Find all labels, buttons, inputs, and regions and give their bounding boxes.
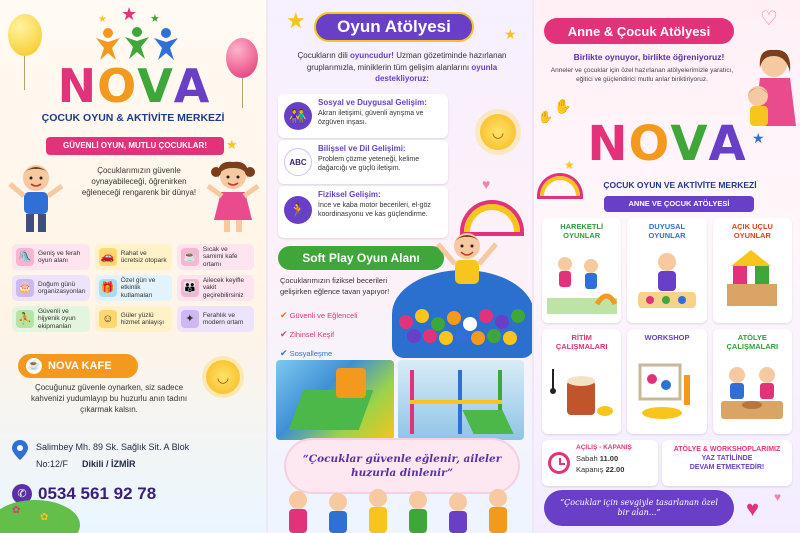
quote-cloud: “Çocuklar güvenle eğlenir, aileler huzurla dinlenir” bbox=[286, 440, 518, 492]
nova-logo-2: NOVA bbox=[587, 116, 747, 172]
sun-icon: ◡ bbox=[480, 114, 516, 150]
star-icon: ★ bbox=[121, 4, 138, 24]
panel-right bbox=[534, 0, 800, 533]
summer-box: ATÖLYE & WORKSHOPLARIMIZ YAZ TATİLİNDE DEVAM ETMEKTEDİR! bbox=[662, 440, 792, 486]
check-item: ✔ Zihinsel Keşif bbox=[280, 328, 335, 339]
feature-item: 🚗 Rahat ve ücretsiz otopark bbox=[95, 244, 172, 270]
feature-item: ☺ Güler yüzlü hizmet anlayışı bbox=[95, 306, 172, 332]
heart-icon: ♥ bbox=[774, 490, 782, 504]
boy-illustration bbox=[8, 160, 64, 236]
workshop-ribbon: ANNE VE ÇOCUK ATÖLYESİ bbox=[604, 196, 754, 212]
workshop-card: WORKSHOP bbox=[627, 329, 706, 434]
heart-icon: ♥ bbox=[746, 496, 760, 521]
cake-icon: 🎂 bbox=[16, 279, 34, 297]
star-icon: ★ bbox=[752, 130, 765, 146]
handprint-icon: ✋ bbox=[554, 98, 572, 114]
abc-icon: ABC bbox=[284, 148, 312, 176]
feature-item: ✦ Ferahlık ve modern ortam bbox=[177, 306, 254, 332]
rainbow-icon bbox=[540, 176, 580, 196]
check-icon: ✔ bbox=[280, 310, 288, 320]
star-icon: ★ bbox=[150, 13, 160, 25]
tagline-text: Anneler ve çocuklar için özel hazırlanan atölyelerimizle yaratıcı, eğitici ve güçlendirici mutlu anlar biriktiriyoruz. bbox=[550, 67, 734, 84]
workshop-intro: Çocukların dili oyuncudur! Uzman gözetiminde hazırlanan gruplarımızla, miniklerin tüm gelişim alanlarını oyunla destekliyoruz: bbox=[297, 51, 507, 84]
mother-child-title-pill: Anne & Çocuk Atölyesi bbox=[544, 18, 734, 44]
boy-jumping-illustration bbox=[432, 228, 502, 298]
feature-item: 👪 Ailecek keyifle vakit geçirebilirsiniz bbox=[177, 275, 254, 301]
cafe-text: Çocuğunuz güvenle oynarken, siz sadece kahvenizi yudumlayıp bu huzurlu anın tadını çıkarmak kalsın. bbox=[30, 383, 188, 415]
skill-card-physical: 🏃 Fiziksel Gelişim: İnce ve kaba motor becerileri, el-göz koordinasyonu ve kas güçlendirme. bbox=[278, 186, 448, 238]
sparkle-icon: ✦ bbox=[181, 310, 199, 328]
hours-box: AÇILIŞ - KAPANIŞ Sabah 11.00 Kapanış 22.00 bbox=[542, 440, 658, 486]
slide-icon: 🛝 bbox=[16, 248, 34, 266]
craft-kids-icon bbox=[717, 355, 787, 425]
workshop-grid bbox=[542, 218, 792, 434]
feature-item: 🎁 Özel gün ve etkinlik kutlamaları bbox=[95, 275, 172, 301]
feature-item: 🎂 Doğum günü organizasyonları bbox=[12, 275, 90, 301]
handprint-icon: ✋ bbox=[538, 110, 553, 124]
slogan-ribbon: GÜVENLİ OYUN, MUTLU ÇOCUKLAR! bbox=[46, 137, 224, 155]
address-line1: Salimbey Mh. 89 Sk. Sağlık Sit. A Blok bbox=[36, 442, 190, 452]
check-item: ✔ Güvenli ve Eğlenceli bbox=[280, 310, 358, 320]
clock-icon bbox=[548, 452, 570, 474]
coffee-icon: ☕ bbox=[181, 248, 199, 266]
feature-item: ☕ Sıcak ve samimi kafe ortamı bbox=[177, 244, 254, 270]
family-icon: 👪 bbox=[181, 279, 199, 297]
phone-number[interactable]: 0534 561 92 78 bbox=[38, 484, 157, 503]
softplay-photo-1 bbox=[276, 360, 394, 440]
star-smile-icon: ★ bbox=[286, 8, 306, 33]
intro-text: Çocuklarımızın güvenle oynayabileceği, öğrenirken eğleneceği rengarenk bir dünya! bbox=[81, 166, 197, 197]
star-icon: ★ bbox=[564, 158, 575, 172]
running-icon: 🏃 bbox=[284, 196, 312, 224]
address-line2: No:12/F bbox=[36, 459, 69, 469]
star-icon: ★ bbox=[226, 137, 238, 152]
painting-icon bbox=[632, 355, 702, 425]
heart-icon: ♥ bbox=[482, 176, 491, 192]
check-list bbox=[280, 306, 400, 363]
skill-card-social: 👫 Sosyal ve Duygusal Gelişim: Akran iletişimi, güvenli ayrışma ve özgüven inşası. bbox=[278, 94, 448, 138]
sensory-play-icon bbox=[632, 244, 702, 314]
smile-icon: ☺ bbox=[99, 310, 117, 328]
playground-icon: ⛹ bbox=[16, 310, 34, 328]
location-pin-icon bbox=[12, 440, 28, 460]
feature-item: 🛝 Geniş ve ferah oyun alanı bbox=[12, 244, 90, 270]
check-icon: ✔ bbox=[280, 347, 288, 358]
coffee-cup-icon: ☕ bbox=[26, 358, 42, 374]
workshop-card: ATÖLYE ÇALIŞMALARI bbox=[713, 329, 792, 434]
feature-item: ⛹ Güvenli ve hijyenik oyun ekipmanları bbox=[12, 306, 90, 332]
balloon-yellow-icon bbox=[8, 14, 42, 56]
flower-icon: ✿ bbox=[12, 505, 21, 516]
skill-card-cognitive: ABC Bilişsel ve Dil Gelişimi: Problem çözme yeteneği, kelime dağarcığı ve güçlü iletişim. bbox=[278, 140, 448, 184]
flower-icon: ✿ bbox=[40, 512, 49, 523]
address-city: Dikili / İZMİR bbox=[82, 459, 136, 469]
workshop-title-pill: Oyun Atölyesi bbox=[314, 12, 474, 42]
panel-left bbox=[0, 0, 266, 533]
heart-icon: ♡ bbox=[760, 8, 778, 30]
building-blocks-icon bbox=[717, 244, 787, 314]
car-icon: 🚗 bbox=[99, 248, 117, 266]
kids-row-illustration bbox=[268, 488, 534, 533]
softplay-photo-2 bbox=[398, 360, 524, 440]
nova-logo: NOVA bbox=[57, 59, 211, 113]
workshop-card: RİTİM ÇALIŞMALARI bbox=[542, 329, 621, 434]
workshop-card: AÇIK UÇLU OYUNLAR bbox=[713, 218, 792, 323]
running-kids-icon bbox=[547, 244, 617, 314]
features-grid bbox=[12, 244, 254, 332]
tagline: Birlikte oynuyor, birlikte öğreniyoruz! bbox=[573, 52, 725, 62]
girl-illustration bbox=[204, 158, 262, 236]
center-subtitle-2: ÇOCUK OYUN VE AKTİVİTE MERKEZİ bbox=[603, 180, 757, 190]
workshop-card: HAREKETLİ OYUNLAR bbox=[542, 218, 621, 323]
kids-logo-icon bbox=[92, 26, 182, 60]
check-icon: ✔ bbox=[280, 328, 288, 339]
center-subtitle: ÇOCUK OYUN & AKTİVİTE MERKEZİ bbox=[41, 112, 225, 124]
workshop-card: DUYUSAL OYUNLAR bbox=[627, 218, 706, 323]
closing-quote: “Çocuklar için sevgiyle tasarlanan özel bir alan...” bbox=[544, 490, 734, 526]
people-icon: 👫 bbox=[284, 102, 312, 130]
star-icon: ★ bbox=[98, 14, 107, 25]
phone-icon: ✆ bbox=[12, 484, 32, 504]
cafe-title-pill: ☕ NOVA KAFE bbox=[18, 354, 138, 378]
sun-icon: ◡ bbox=[206, 360, 240, 394]
gift-icon: 🎁 bbox=[99, 279, 117, 297]
mother-child-illustration bbox=[740, 46, 800, 126]
softplay-title-pill: Soft Play Oyun Alanı bbox=[278, 246, 444, 270]
softplay-text: Çocuklarımızın fiziksel becerileri gelişirken eğlence tavan yapıyor! bbox=[280, 276, 390, 296]
panel-middle bbox=[266, 0, 534, 533]
star-icon: ★ bbox=[504, 26, 517, 42]
check-item: ✔ Sosyalleşme bbox=[280, 347, 333, 358]
drum-icon bbox=[547, 355, 617, 425]
